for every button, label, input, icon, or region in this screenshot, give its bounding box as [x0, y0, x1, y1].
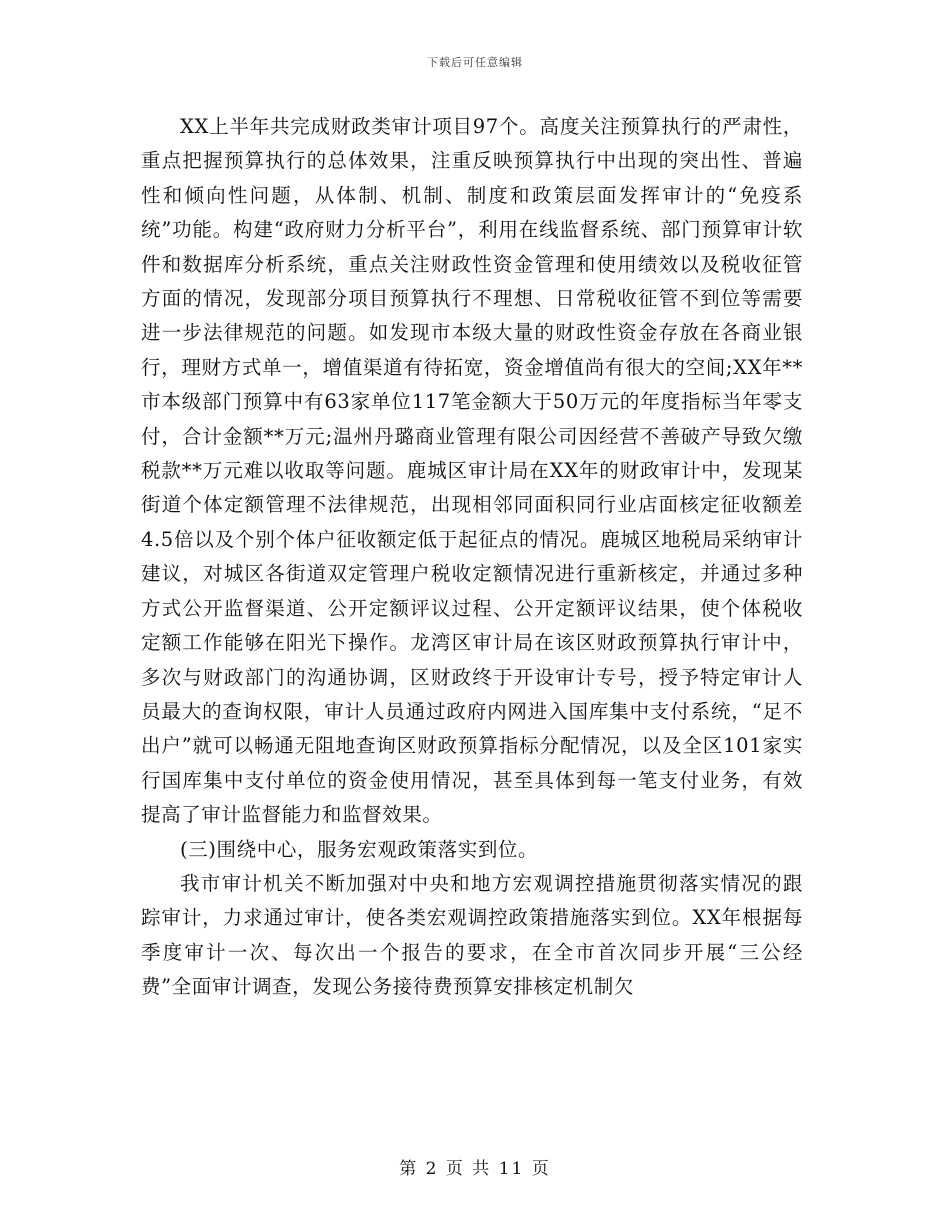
- paragraph-macro-policy: 我市审计机关不断加强对中央和地方宏观调控措施贯彻落实情况的跟踪审计，力求通过审计，使各类宏观调控政策措施落实到位。XX年根据每季度审计一次、每次出一个报告的要求，在全市首次同步开展“三公经费”全面审计调查，发现公务接待费预算安排核定机制欠: [141, 871, 803, 999]
- document-body: [141, 110, 803, 1005]
- paragraph-section-heading: (三)围绕中心，服务宏观政策落实到位。: [180, 837, 539, 861]
- paragraph-audit-projects: XX上半年共完成财政类审计项目97个。高度关注预算执行的严肃性，重点把握预算执行的总体效果，注重反映预算执行中出现的突出性、普遍性和倾向性问题，从体制、机制、制度和政策层面发挥审计的“免疫系统”功能。构建“政府财力分析平台”，利用在线监督系统、部门预算审计软件和数据库分析系统，重点关注财政性资金管理和使用绩效以及税收征管方面的情况，发现部分项目预算执行不理想、日常税收征管不到位等需要进一步法律规范的问题。如发现市本级大量的财政性资金存放在各商业银行，理财方式单一，增值渠道有待拓宽，资金增值尚有很大的空间;XX年**市本级部门预算中有63家单位117笔金额大于50万元的年度指标当年零支付，合计金额**万元;温州丹璐商业管理有限公司因经营不善破产导致欠缴税款**万元难以收取等问题。鹿城区审计局在XX年的财政审计中，发现某街道个体定额管理不法律规范，出现相邻同面积同行业店面核定征收额差4.5倍以及个别个体户征收额定低于起征点的情况。鹿城区地税局采纳审计建议，对城区各街道双定管理户税收定额情况进行重新核定，并通过多种方式公开监督渠道、公开定额评议过程、公开定额评议结果，使个体税收定额工作能够在阳光下操作。龙湾区审计局在该区财政预算执行审计中，多次与财政部门的沟通协调，区财政终于开设审计专号，授予特定审计人员最大的查询权限，审计人员通过政府内网进入国库集中支付系统，“足不出户”就可以畅通无阻地查询区财政预算指标分配情况，以及全区101家实行国库集中支付单位的资金使用情况，甚至具体到每一笔支付业务，有效提高了审计监督能力和监督效果。: [141, 115, 803, 827]
- page-header: 下载后可任意编辑: [427, 56, 523, 69]
- page-footer: 第 2 页 共 11 页: [399, 1159, 551, 1179]
